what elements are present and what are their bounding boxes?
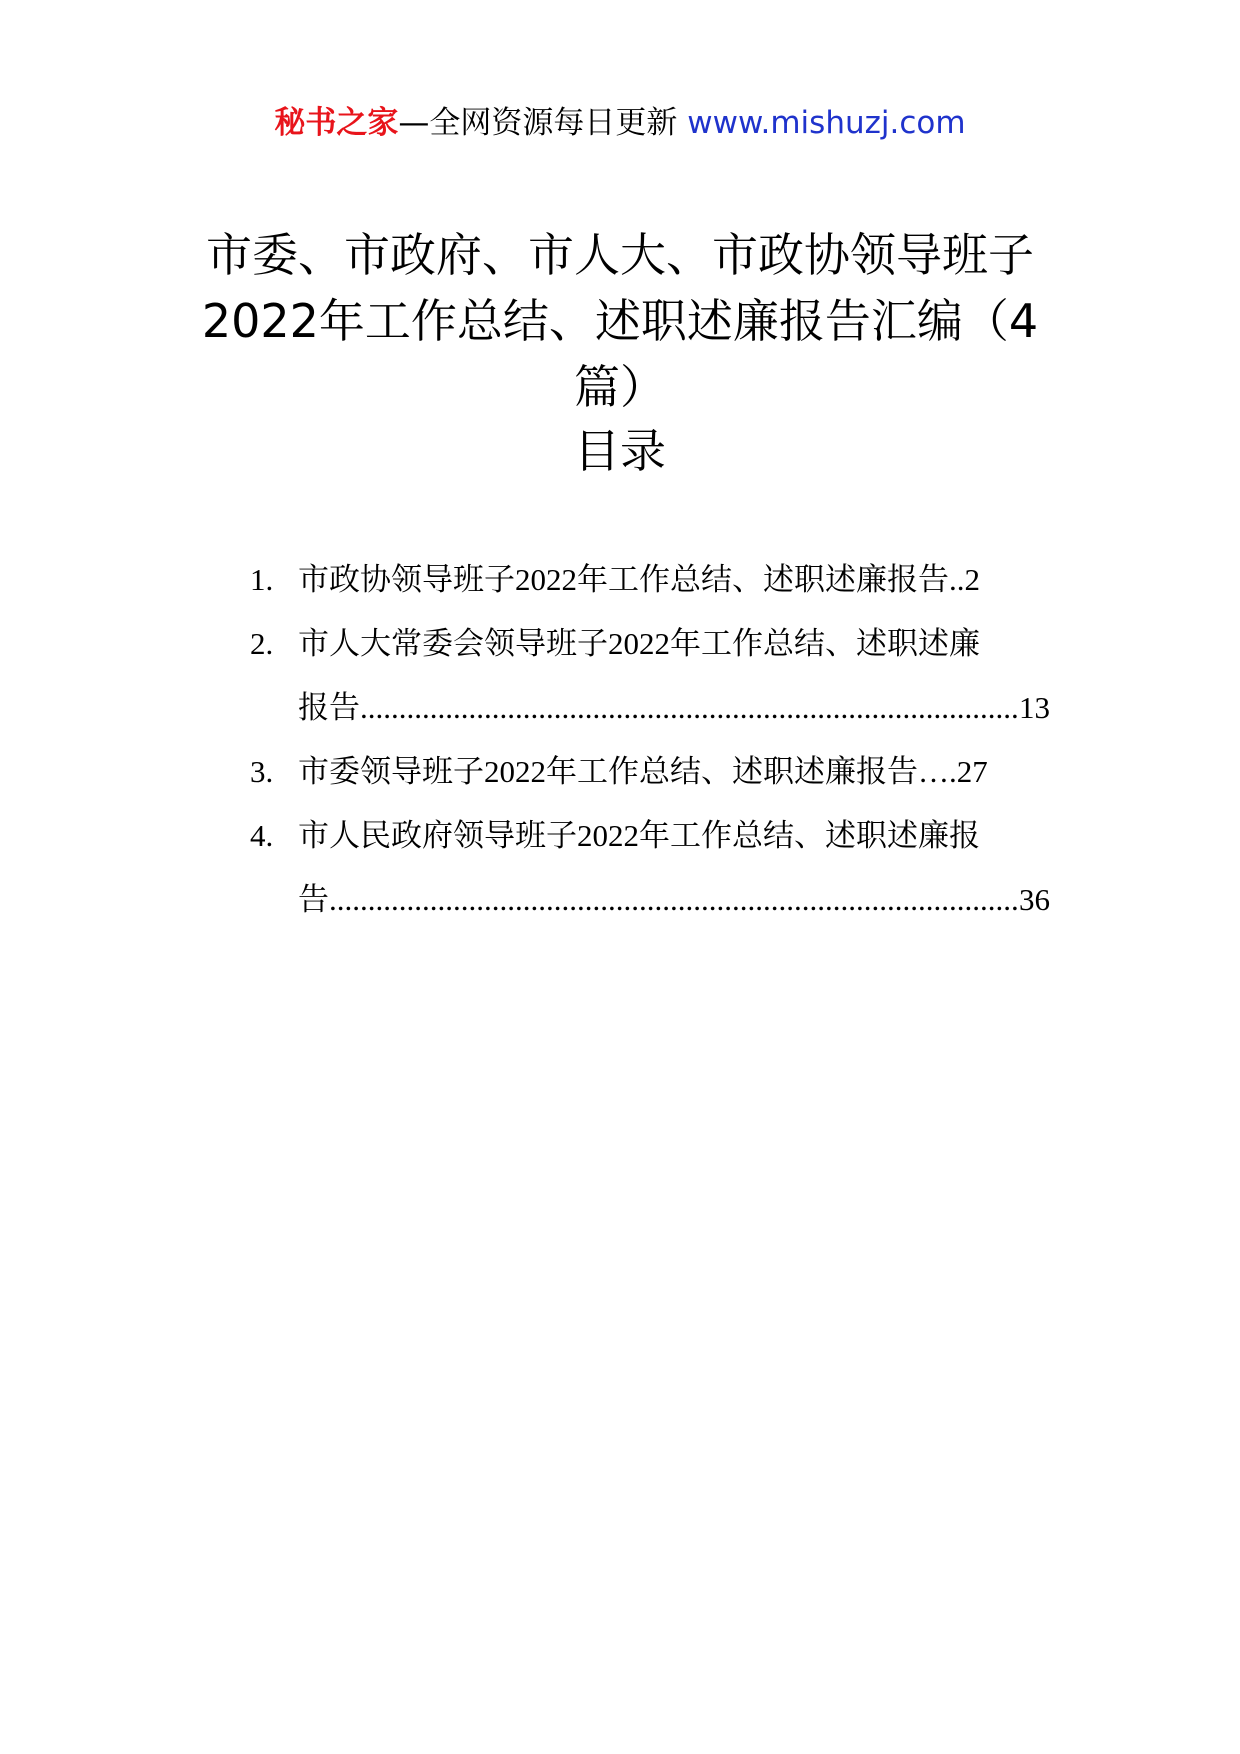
site-url-link[interactable]: www.mishuzj.com	[687, 105, 966, 141]
toc-entry-body	[298, 740, 1050, 804]
toc-entry-title: 市人民政府领导班子2022年工作总结、述职述廉报	[298, 818, 980, 853]
toc-entry-line	[298, 548, 1050, 612]
toc-entry-line	[298, 804, 1050, 868]
toc-entry-body	[298, 612, 1050, 740]
toc-dot-leader	[329, 868, 1019, 932]
toc-entry-4[interactable]	[250, 804, 1050, 932]
banner-tagline: —全网资源每日更新	[398, 105, 678, 141]
toc-entry-number: 3.	[250, 754, 274, 789]
toc-entry-line	[298, 740, 1050, 804]
toc-entry-page: 2	[964, 562, 980, 597]
toc-entry-body	[298, 548, 1050, 612]
toc-entry-page: 27	[956, 754, 988, 789]
title-line-3: 篇）	[574, 360, 666, 414]
toc-entry-title-cont: 告	[298, 882, 329, 917]
toc-entry-number: 4.	[250, 818, 274, 853]
toc-entry-page: 13	[1019, 690, 1050, 725]
toc-entry-number: 2.	[250, 626, 274, 661]
document-title	[195, 222, 1045, 420]
toc-entry-1[interactable]	[250, 548, 1050, 612]
toc-entry-body	[298, 804, 1050, 932]
table-of-contents	[250, 548, 1050, 932]
title-line-2: 2022年工作总结、述职述廉报告汇编（4	[201, 294, 1039, 348]
toc-entry-title: 市委领导班子2022年工作总结、述职述廉报告	[298, 754, 918, 789]
toc-entry-title: 市政协领导班子2022年工作总结、述职述廉报告	[298, 562, 949, 597]
toc-heading: 目录	[574, 424, 666, 478]
toc-entry-leader: ….	[918, 754, 957, 789]
toc-entry-page: 36	[1019, 882, 1050, 917]
toc-entry-leader: ..	[949, 562, 965, 597]
toc-dot-leader	[360, 676, 1019, 740]
toc-entry-line	[298, 868, 1050, 932]
toc-entry-number: 1.	[250, 562, 274, 597]
toc-entry-line	[298, 612, 1050, 676]
site-banner	[0, 100, 1240, 146]
brand-name: 秘书之家	[274, 105, 399, 141]
toc-entry-title: 市人大常委会领导班子2022年工作总结、述职述廉	[298, 626, 980, 661]
toc-entry-2[interactable]	[250, 612, 1050, 740]
toc-entry-line	[298, 676, 1050, 740]
toc-entry-3[interactable]	[250, 740, 1050, 804]
title-line-1: 市委、市政府、市人大、市政协领导班子	[206, 228, 1034, 282]
toc-entry-title-cont: 报告	[298, 690, 360, 725]
